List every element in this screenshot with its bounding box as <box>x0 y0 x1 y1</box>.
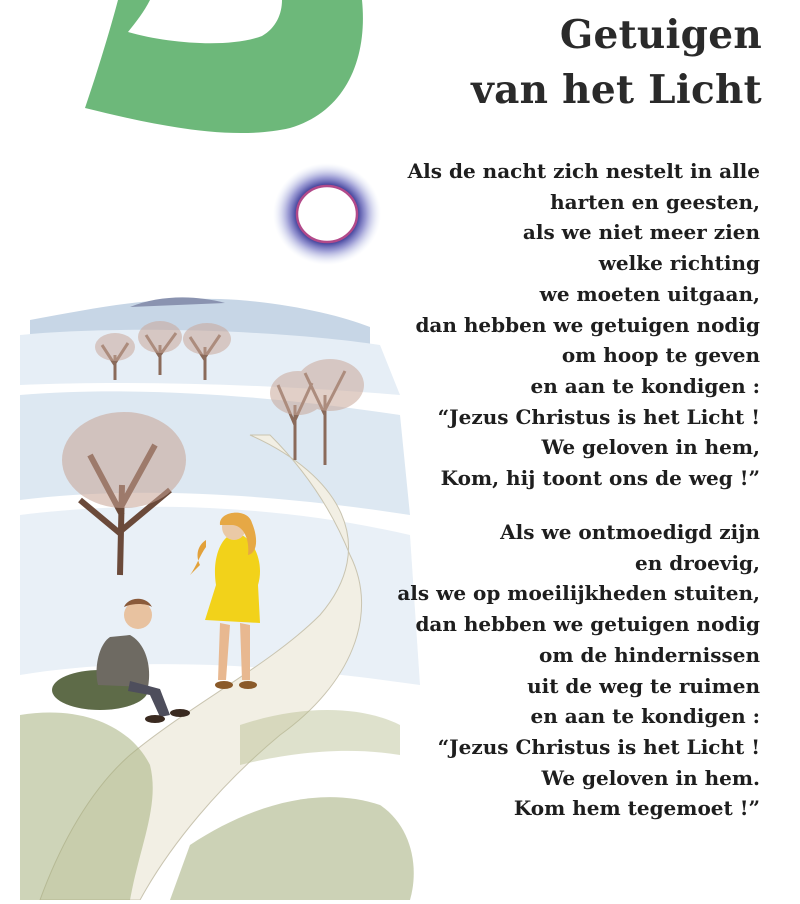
poem-stanza-2 <box>397 517 760 824</box>
stanza-line: “Jezus Christus is het Licht ! <box>437 734 760 759</box>
stanza-line: We geloven in hem. <box>541 765 760 790</box>
winter-landscape-illustration <box>20 285 435 900</box>
stanza-line: dan hebben we getuigen nodig <box>415 612 760 637</box>
stanza-line: om de hindernissen <box>539 642 760 667</box>
stanza-line: we moeten uitgaan, <box>539 281 760 306</box>
stanza-line: en aan te kondigen : <box>530 373 760 398</box>
stanza-line: om hoop te geven <box>561 343 760 368</box>
stanza-line: Als de nacht zich nestelt in alle <box>407 159 760 183</box>
page-title <box>471 8 762 118</box>
moon-halo-image <box>272 162 382 266</box>
chapter-numeral-graphic <box>0 0 420 160</box>
stanza-line: als we op moeilijkheden stuiten, <box>397 581 760 606</box>
stanza-line: Als we ontmoedigd zijn <box>500 520 760 544</box>
stanza-line: “Jezus Christus is het Licht ! <box>437 404 760 429</box>
stanza-line: Kom, hij toont ons de weg !” <box>440 466 760 491</box>
stanza-line: en droevig, <box>635 550 760 575</box>
stanza-line: dan hebben we getuigen nodig <box>415 312 760 337</box>
stanza-line: Kom hem tegemoet !” <box>513 796 760 821</box>
stanza-line: uit de weg te ruimen <box>527 673 760 698</box>
stanza-line: We geloven in hem, <box>541 435 760 460</box>
stanza-line: als we niet meer zien <box>522 220 760 245</box>
stanza-line: en aan te kondigen : <box>530 704 760 729</box>
stanza-line: harten en geesten, <box>550 189 760 214</box>
title-line-1: Getuigen <box>559 12 762 58</box>
poem-stanza-1 <box>408 156 760 494</box>
title-line-2: van het Licht <box>471 67 762 113</box>
stanza-line: welke richting <box>598 251 760 276</box>
